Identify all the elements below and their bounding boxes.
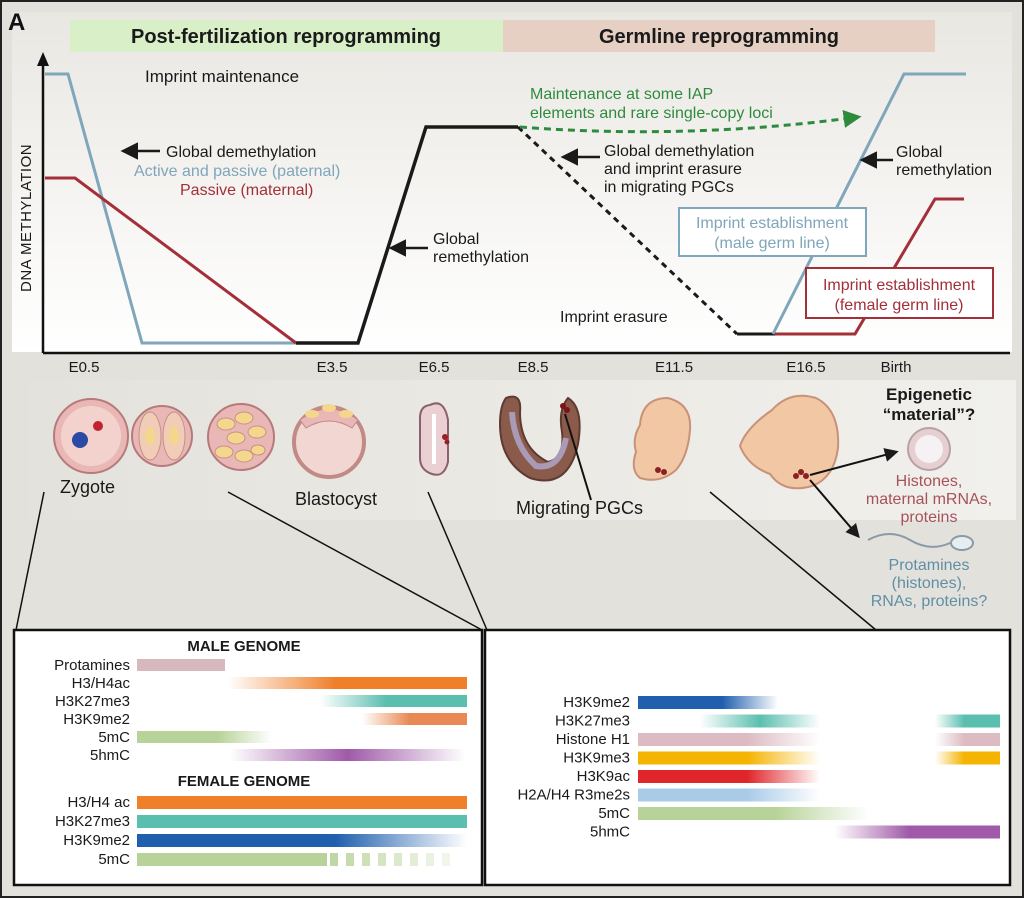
- right-mark-bar: [638, 807, 868, 820]
- y-axis-label: DNA METHYLATION: [18, 143, 35, 292]
- maintenance-label-2: elements and rare single-copy loci: [530, 105, 773, 122]
- timepoint-e3-5: E3.5: [316, 359, 348, 376]
- post-fertilization-label: Post-fertilization reprogramming: [130, 26, 442, 48]
- female-5mc-dash: [362, 853, 370, 866]
- right-mark-label: H3K9ac: [576, 768, 630, 785]
- female-5mc-dash: [426, 853, 434, 866]
- right-mark-bar: [935, 733, 1000, 746]
- right-mark-bar: [638, 752, 820, 765]
- male-mark-label: 5mC: [98, 729, 130, 746]
- pgc-erasure-label-2: and imprint erasure: [604, 161, 742, 178]
- male-mark-bar: [228, 677, 467, 689]
- right-mark-label: H2A/H4 R3me2s: [517, 786, 630, 804]
- two-cell-illustration: [132, 406, 192, 466]
- female-mark-label: H3K27me3: [54, 813, 130, 830]
- female-5mc-dash: [410, 853, 418, 866]
- blastocyst-illustration: [294, 404, 364, 477]
- right-mark-bar: [700, 715, 820, 728]
- female-5mc-dash: [378, 853, 386, 866]
- right-mark-bar: [935, 752, 1000, 765]
- pgc-erasure-label-1: Global demethylation: [604, 143, 755, 160]
- female-mark-label: H3/H4 ac: [67, 794, 130, 811]
- germline-remethylation-label-2: remethylation: [896, 162, 993, 179]
- female-genome-title: FEMALE GENOME: [177, 773, 311, 790]
- male-mark-label: H3K27me3: [54, 693, 130, 710]
- oocyte-icon: [908, 428, 950, 470]
- male-mark-bar: [137, 731, 272, 743]
- male-mark-bar: [137, 659, 225, 671]
- female-establishment-label-1: Imprint establishment: [822, 277, 976, 294]
- female-5mc-dash: [346, 853, 354, 866]
- paternal-material-label-2: (histones),: [891, 575, 967, 592]
- epigenetic-label-1: Epigenetic: [886, 385, 972, 404]
- active-passive-paternal-label: Active and passive (paternal): [134, 163, 341, 180]
- right-mark-label: H3K9me3: [563, 749, 630, 767]
- blastocyst-label: Blastocyst: [295, 489, 378, 509]
- right-mark-bar: [835, 826, 1000, 839]
- imprint-erasure-label: Imprint erasure: [560, 309, 668, 326]
- global-demethylation-label: Global demethylation: [166, 144, 317, 161]
- right-mark-label: 5hmC: [589, 823, 630, 841]
- female-mark-bar: [137, 796, 467, 809]
- right-mark-bar: [638, 789, 820, 802]
- global-remethylation-label-1: Global: [433, 231, 480, 248]
- maternal-material-label-2: maternal mRNAs,: [865, 491, 993, 508]
- timepoint-e0-5: E0.5: [68, 359, 100, 376]
- right-mark-bar: [935, 715, 1000, 728]
- epigenetic-label-2: “material”?: [882, 405, 976, 424]
- timepoint-e11-5: E11.5: [654, 359, 694, 376]
- timepoint-e6-5: E6.5: [418, 359, 450, 376]
- germline-remethylation-label-1: Global: [896, 144, 943, 161]
- male-mark-bar: [230, 749, 465, 761]
- right-mark-bar: [638, 733, 820, 746]
- timepoint-e16-5: E16.5: [786, 359, 826, 376]
- female-5mc-dash: [330, 853, 338, 866]
- male-establishment-label-2: (male germ line): [714, 235, 830, 252]
- maternal-material-label-1: Histones,: [895, 473, 963, 490]
- passive-maternal-label: Passive (maternal): [180, 182, 314, 199]
- global-remethylation-label-2: remethylation: [433, 249, 530, 266]
- e6-5-embryo-illustration: [420, 403, 450, 474]
- paternal-material-label-1: Protamines: [888, 557, 970, 574]
- migrating-pgcs-label: Migrating PGCs: [516, 498, 644, 518]
- male-mark-label: H3K9me2: [63, 711, 130, 728]
- maintenance-label-1: Maintenance at some IAP: [530, 86, 714, 103]
- male-mark-label: Protamines: [54, 657, 130, 674]
- zygote-illustration: [54, 399, 128, 473]
- male-mark-bar: [362, 713, 467, 725]
- female-establishment-label-2: (female germ line): [834, 297, 964, 314]
- timepoint-e8-5: E8.5: [517, 359, 549, 376]
- right-mark-label: 5mC: [598, 805, 630, 822]
- male-mark-label: 5hmC: [89, 747, 130, 764]
- male-mark-label: H3/H4ac: [71, 675, 130, 692]
- timepoint-birth: Birth: [880, 359, 912, 376]
- female-mark-label: H3K9me2: [63, 832, 130, 849]
- right-mark-label: H3K27me3: [554, 712, 630, 730]
- panel-letter: A: [8, 9, 26, 36]
- female-mark-bar: [137, 834, 467, 847]
- maternal-material-label-3: proteins: [900, 509, 958, 526]
- right-mark-bar: [638, 770, 820, 783]
- right-mark-bar: [638, 696, 778, 709]
- female-5mc-dash: [442, 853, 450, 866]
- right-mark-label: Histone H1: [555, 731, 630, 748]
- female-mark-bar: [137, 815, 467, 828]
- zygote-label: Zygote: [60, 477, 116, 497]
- male-genome-title: MALE GENOME: [187, 638, 301, 655]
- male-establishment-label-1: Imprint establishment: [695, 215, 849, 232]
- morula-illustration: [208, 404, 274, 470]
- right-mark-label: H3K9me2: [563, 694, 630, 711]
- imprint-maintenance-label: Imprint maintenance: [145, 67, 300, 86]
- paternal-material-label-3: RNAs, proteins?: [870, 593, 988, 610]
- female-mark-bar: [137, 853, 327, 866]
- pgc-erasure-label-3: in migrating PGCs: [604, 179, 734, 196]
- female-5mc-dash: [394, 853, 402, 866]
- male-mark-bar: [320, 695, 467, 707]
- germline-label: Germline reprogramming: [598, 26, 840, 48]
- female-mark-label: 5mC: [98, 851, 130, 868]
